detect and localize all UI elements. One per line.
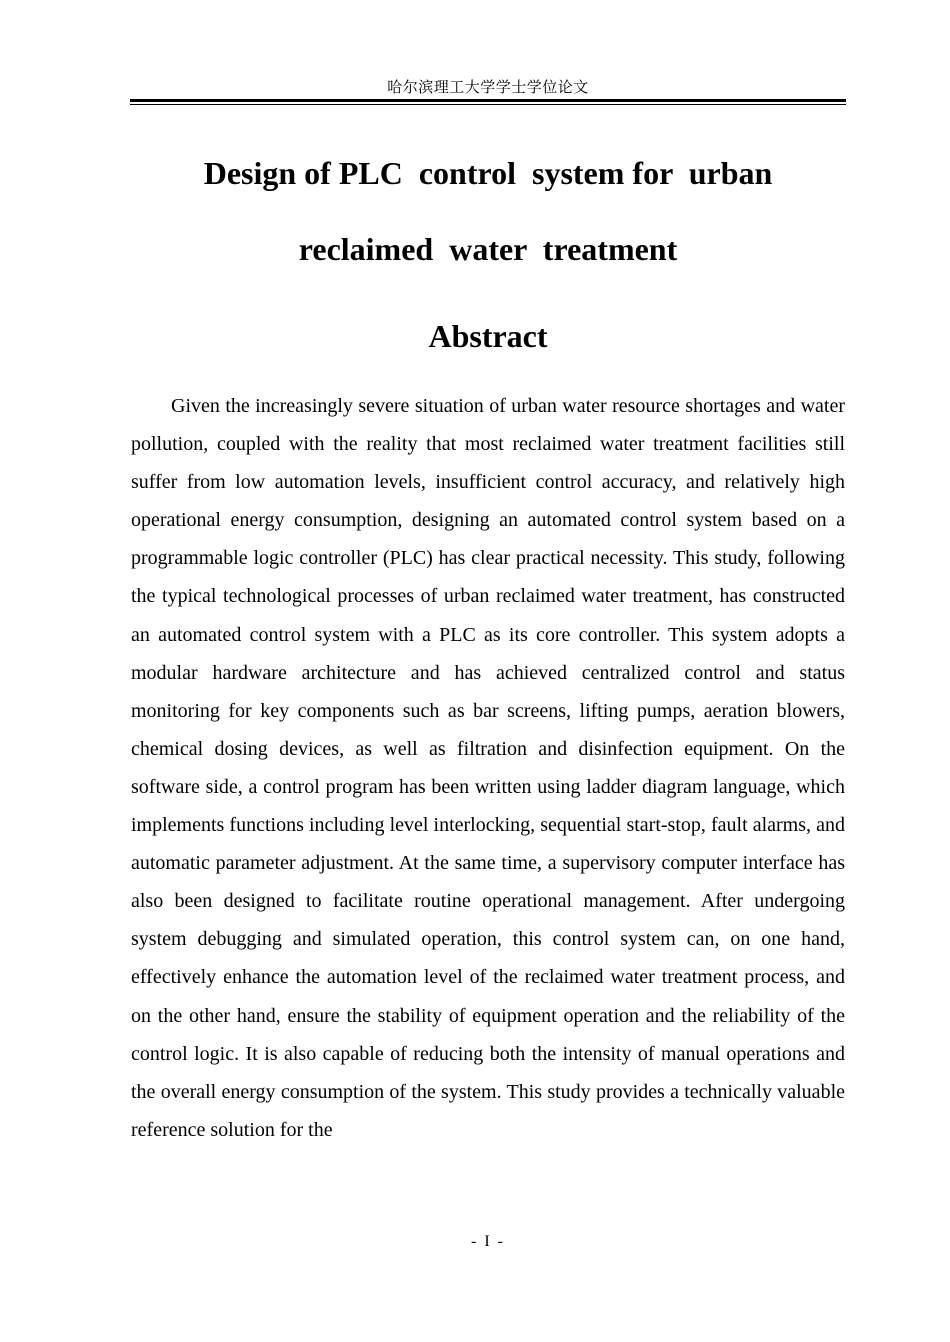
abstract-body: Given the increasingly severe situation of urban water resource shortages and water pollution, coupled with the reality that most reclaimed water treatment facilities still suffer from low automation levels, insufficient control accuracy, and relatively high operational energy consumption, designing an automated control system based on a programmable logic controller (PLC) has clear practical necessity. This study, following the typical technological processes of urban reclaimed water treatment, has constructed an automated control system with a PLC as its core controller. This system adopts a modular hardware architecture and has achieved centralized control and status monitoring for key components such as bar screens, lifting pumps, aeration blowers, chemical dosing devices, as well as filtration and disinfection equipment. On the software side, a control program has been written using ladder diagram language, which implements functions including level interlocking, sequential start-stop, fault alarms, and automatic parameter adjustment. At the same time, a supervisory computer interface has also been designed to facilitate routine operational management. After undergoing system debugging and simulated operation, this control system can, on one hand, effectively enhance the automation level of the reclaimed water treatment process, and on the other hand, ensure the stability of equipment operation and the reliability of the control logic. It is also capable of reducing both the intensity of manual operations and the overall energy consumption of the system. This study provides a technically valuable reference solution for the (131, 395, 845, 1141)
thesis-title-line-2: reclaimed water treatment (298, 231, 678, 267)
page-number: - I - (471, 1233, 505, 1250)
header-rule-thin (130, 104, 846, 105)
thesis-title-line-1: Design of PLC control system for urban (203, 155, 773, 191)
abstract-heading: Abstract (428, 318, 548, 354)
running-header: 哈尔滨理工大学学士学位论文 (387, 80, 589, 96)
header-rule-thick (130, 99, 846, 102)
